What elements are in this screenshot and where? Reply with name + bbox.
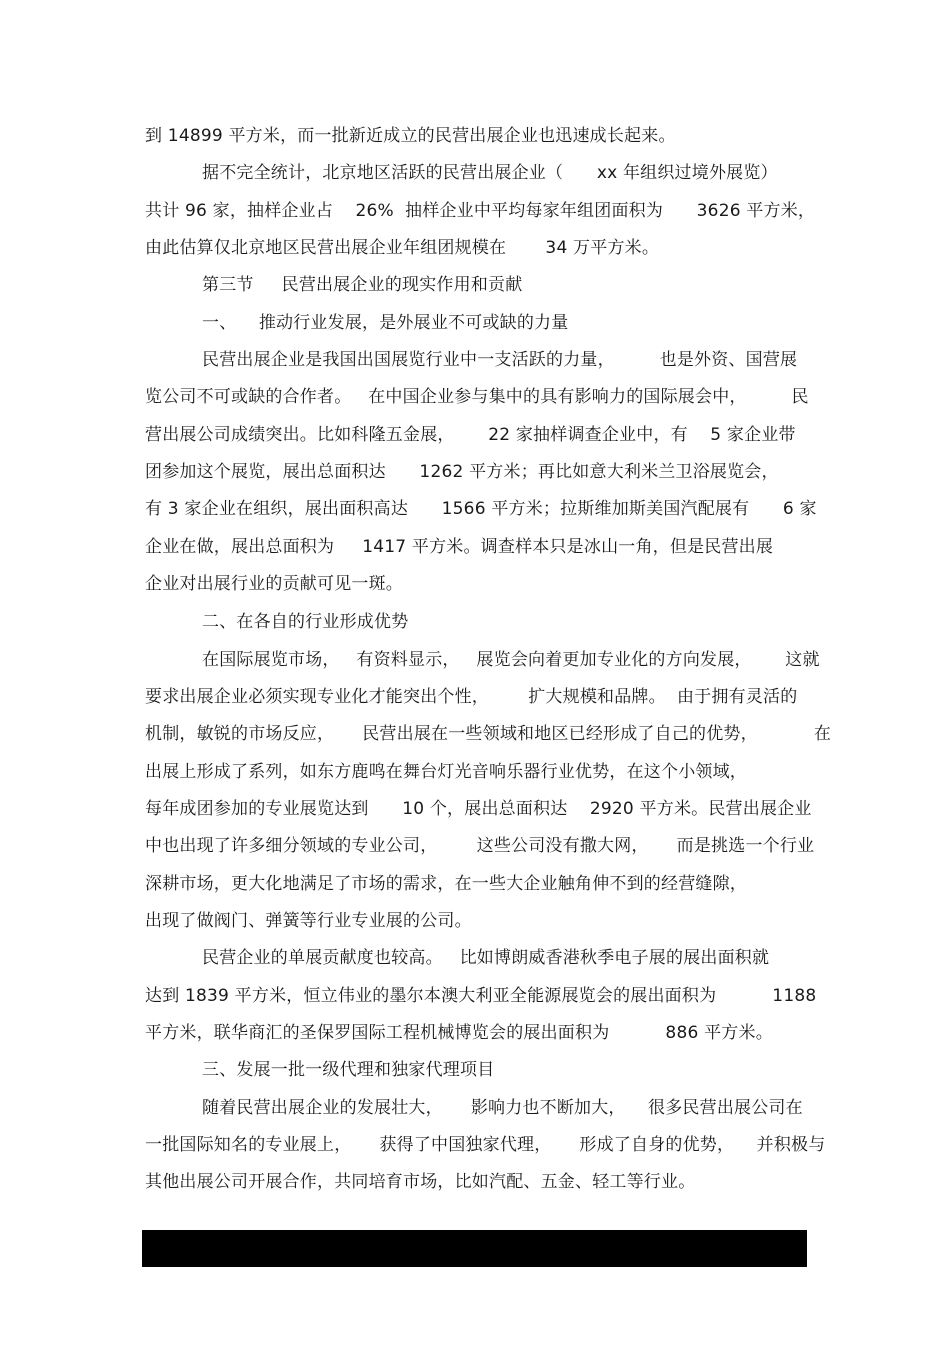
body-text-line: 览公司不可或缺的合作者。 在中国企业参与集中的具有影响力的国际展会中， 民 [145, 387, 809, 407]
section-heading: 第三节 民营出展企业的现实作用和贡献 [202, 275, 523, 295]
body-text-line: 企业在做，展出总面积为 1417 平方米。调查样本只是冰山一角，但是民营出展 [145, 537, 774, 557]
body-text-line: 机制，敏锐的市场反应， 民营出展在一些领域和地区已经形成了自己的优势， 在 [145, 724, 832, 744]
paragraph-first-line: 据不完全统计，北京地区活跃的民营出展企业（ xx 年组织过境外展览） [202, 163, 778, 183]
paragraph-first-line: 民营企业的单展贡献度也较高。 比如博朗威香港秋季电子展的展出面积就 [202, 948, 770, 968]
body-text-line: 营出展公司成绩突出。比如科隆五金展， 22 家抽样调查企业中，有 5 家企业带 [145, 425, 796, 445]
body-text-line: 企业对出展行业的贡献可见一斑。 [145, 574, 403, 594]
body-text-line: 达到 1839 平方米，恒立伟业的墨尔本澳大利亚全能源展览会的展出面积为 1188 [145, 986, 817, 1006]
body-text-line: 每年成团参加的专业展览达到 10 个，展出总面积达 2920 平方米。民营出展企业 [145, 799, 812, 819]
body-text-line: 到 14899 平方米，而一批新近成立的民营出展企业也迅速成长起来。 [145, 126, 676, 146]
footer-black-bar [142, 1230, 807, 1267]
paragraph-first-line: 随着民营出展企业的发展壮大， 影响力也不断加大， 很多民营出展公司在 [202, 1098, 803, 1118]
body-text-line: 深耕市场，更大化地满足了市场的需求，在一些大企业触角伸不到的经营缝隙， [145, 874, 747, 894]
body-text-line: 由此估算仅北京地区民营出展企业年组团规模在 34 万平方米。 [145, 238, 660, 258]
body-text-line: 团参加这个展览，展出总面积达 1262 平方米；再比如意大利米兰卫浴展览会， [145, 462, 779, 482]
body-text-line: 有 3 家企业在组织，展出面积高达 1566 平方米；拉斯维加斯美国汽配展有 6 家 [145, 499, 817, 519]
body-text-line: 中也出现了许多细分领域的专业公司， 这些公司没有撒大网， 而是挑选一个行业 [145, 836, 815, 856]
body-text-line: 出现了做阀门、弹簧等行业专业展的公司。 [145, 911, 472, 931]
paragraph-first-line: 民营出展企业是我国出国展览行业中一支活跃的力量， 也是外资、国营展 [202, 350, 798, 370]
body-text-line: 其他出展公司开展合作，共同培育市场，比如汽配、五金、轻工等行业。 [145, 1172, 696, 1192]
body-text-line: 出展上形成了系列，如东方鹿鸣在舞台灯光音响乐器行业优势，在这个小领域， [145, 762, 747, 782]
body-text-line: 共计 96 家，抽样企业占 26% 抽样企业中平均每家年组团面积为 3626 平方米， [145, 201, 816, 221]
subsection-heading: 一、 推动行业发展，是外展业不可或缺的力量 [202, 313, 569, 333]
body-text-line: 一批国际知名的专业展上， 获得了中国独家代理， 形成了自身的优势， 并积极与 [145, 1135, 826, 1155]
body-text-line: 要求出展企业必须实现专业化才能突出个性， 扩大规模和品牌。 由于拥有灵活的 [145, 687, 798, 707]
subsection-heading: 三、发展一批一级代理和独家代理项目 [202, 1060, 495, 1080]
paragraph-first-line: 在国际展览市场， 有资料显示， 展览会向着更加专业化的方向发展， 这就 [202, 650, 820, 670]
subsection-heading: 二、在各自的行业形成优势 [202, 612, 409, 632]
body-text-line: 平方米，联华商汇的圣保罗国际工程机械博览会的展出面积为 886 平方米。 [145, 1023, 773, 1043]
